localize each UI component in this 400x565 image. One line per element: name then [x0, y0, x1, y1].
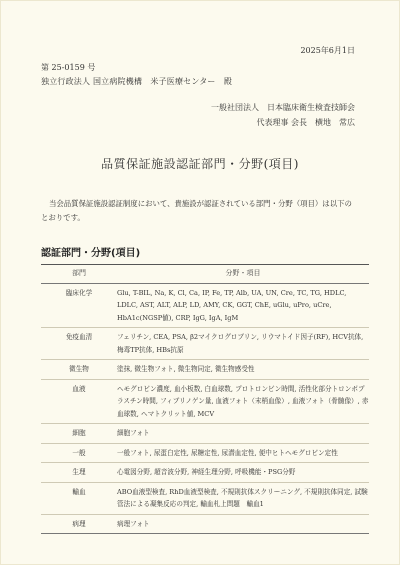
document-title: 品質保証施設認証部門・分野(項目) [101, 157, 299, 171]
recipient: 独立行政法人 国立病院機構 米子医療センター 殿 [41, 77, 233, 86]
document-number: 第 25-0159 号 [41, 63, 96, 72]
items-cell: 心電図分野, 超音波分野, 神経生理分野, 呼吸機能・PSG分野 [117, 463, 369, 483]
department-cell: 微生物 [41, 360, 117, 380]
column-header-items: 分野・項目 [117, 265, 369, 284]
department-cell: 免疫血清 [41, 328, 117, 360]
table-row [41, 283, 369, 328]
table-header-row [41, 265, 369, 284]
table-row [41, 443, 369, 463]
department-cell: 臨床化学 [41, 283, 117, 328]
department-cell: 一般 [41, 443, 117, 463]
sender-organization: 一般社団法人 日本臨床衛生検査技師会 [211, 103, 355, 112]
items-cell: 塗抹, 微生物フォト, 微生物同定, 微生物感受性 [117, 360, 369, 380]
department-cell: 輸血 [41, 482, 117, 514]
table-row [41, 360, 369, 380]
intro-paragraph: 当会品質保証施設認証制度において、貴施設が認証されている部門・分野（項目）は以下のとおりです。 [41, 199, 352, 222]
sender-block [211, 100, 355, 130]
table-row [41, 424, 369, 444]
column-header-department: 部門 [41, 265, 117, 284]
department-cell: 病理 [41, 514, 117, 534]
table-row [41, 463, 369, 483]
table-row [41, 328, 369, 360]
table-row [41, 514, 369, 534]
items-cell: フェリチン, CEA, PSA, β2マイクログロブリン, リウマトイド因子(RF), HCV抗体, 梅毒TP抗体, HBs抗原 [117, 328, 369, 360]
section-heading: 認証部門・分野(項目) [41, 248, 141, 259]
department-cell: 細胞 [41, 424, 117, 444]
items-cell: 一般フォト, 尿蛋白定性, 尿糖定性, 尿潜血定性, 便中ヒトヘモグロビン定性 [117, 443, 369, 463]
table-row [41, 482, 369, 514]
certified-fields-table [41, 264, 369, 534]
items-cell: ヘモグロビン濃度, 血小板数, 白血球数, プロトロンビン時間, 活性化部分トロンボプラスチン時間, フィブリノゲン量, 血液フォト（末梢血像）, 血液フォト（骨髄像）, 赤血球数, ヘマトクリット値, MCV [117, 379, 369, 424]
items-cell: Glu, T-BIL, Na, K, Cl, Ca, IP, Fe, TP, Alb, UA, UN, Cre, TC, TG, HDLC, LDLC, AST, ALT, ALP, LD, AMY, CK, GGT, ChE, uGlu, uPro, uCre, HbA1c(NGSP値), CRP, IgG, IgA, IgM [117, 283, 369, 328]
items-cell: ABO血液型検査, RhD血液型検査, 不規則抗体スクリーニング, 不規則抗体同定, 試験管法による凝集反応の判定, 輸血札上問題 輸血1 [117, 482, 369, 514]
sender-person: 代表理事 会長 横地 常広 [256, 118, 355, 127]
items-cell: 病理フォト [117, 514, 369, 534]
department-cell: 血液 [41, 379, 117, 424]
items-cell: 細胞フォト [117, 424, 369, 444]
issue-date: 2025年6月1日 [300, 46, 355, 55]
department-cell: 生理 [41, 463, 117, 483]
table-row [41, 379, 369, 424]
